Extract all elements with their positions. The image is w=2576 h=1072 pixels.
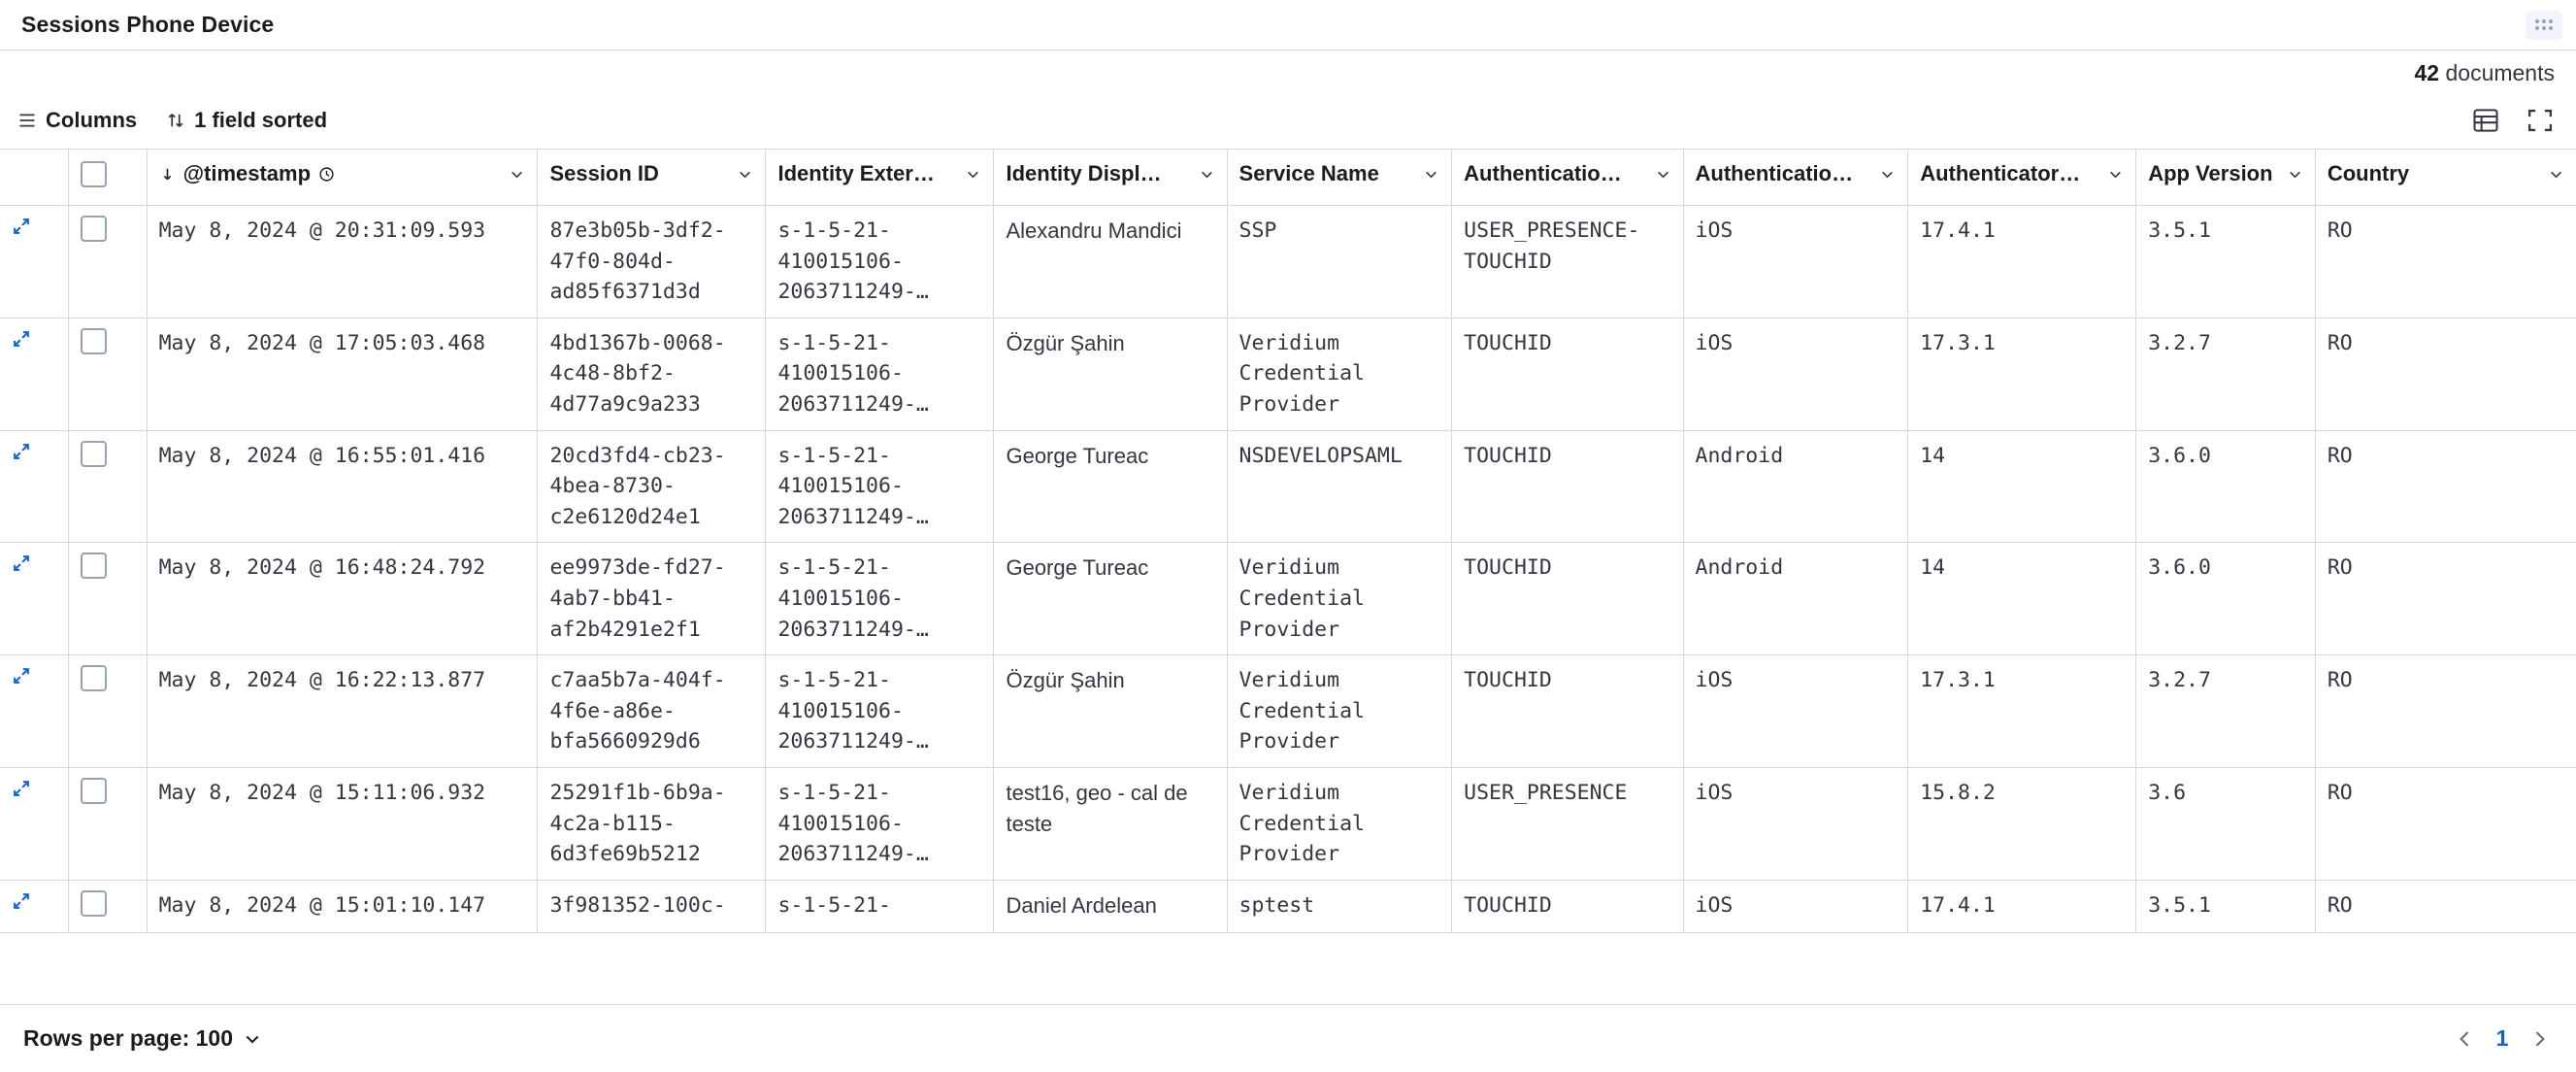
cell-timestamp: May 8, 2024 @ 16:55:01.416 [147,430,538,543]
cell-session-id: ee9973de-fd27-4ab7-bb41-af2b4291e2f1 [538,543,766,655]
cell-app-version: 3.2.7 [2136,655,2316,768]
data-grid[interactable] [0,149,2576,1004]
row-select-cell[interactable] [69,767,148,880]
cell-app-version: 3.5.1 [2136,206,2316,318]
cell-identity-external: s-1-5-21-410015106-2063711249-… [766,655,994,768]
table-body [0,206,2576,933]
cell-service-name: Veridium Credential Provider [1227,655,1452,768]
cell-authentication-os: Android [1683,543,1908,655]
row-checkbox[interactable] [81,665,107,691]
cell-session-id: 20cd3fd4-cb23-4bea-8730-c2e6120d24e1 [538,430,766,543]
expand-icon[interactable] [12,666,31,686]
expand-row-cell[interactable] [0,880,69,932]
table-row[interactable] [0,767,2576,880]
cell-identity-external: s-1-5-21-410015106-2063711249-… [766,206,994,318]
cell-app-version: 3.6 [2136,767,2316,880]
expand-icon[interactable] [12,891,31,911]
cell-timestamp: May 8, 2024 @ 16:48:24.792 [147,543,538,655]
chevron-down-icon[interactable] [2287,166,2303,183]
cell-session-id: c7aa5b7a-404f-4f6e-a86e-bfa5660929d6 [538,655,766,768]
cell-identity-external: s-1-5-21-410015106-2063711249-… [766,318,994,430]
cell-authentication-method: TOUCHID [1452,318,1683,430]
expand-icon[interactable] [12,329,31,349]
cell-service-name: sptest [1227,880,1452,932]
page-number-1[interactable]: 1 [2495,1025,2509,1051]
cell-identity-display: George Tureac [994,430,1227,543]
row-select-cell[interactable] [69,206,148,318]
cell-authentication-method: TOUCHID [1452,430,1683,543]
grid-footer [0,1004,2576,1072]
cell-identity-display: test16, geo - cal de teste [994,767,1227,880]
cell-identity-external: s-1-5-21-410015106-2063711249-… [766,430,994,543]
cell-service-name: Veridium Credential Provider [1227,318,1452,430]
table-row[interactable] [0,318,2576,430]
next-page-button[interactable] [2526,1025,2553,1053]
cell-authentication-method: USER_PRESENCE [1452,767,1683,880]
row-checkbox[interactable] [81,778,107,804]
cell-timestamp: May 8, 2024 @ 15:01:10.147 [147,880,538,932]
row-select-cell[interactable] [69,430,148,543]
data-grid-table [0,150,2576,933]
sort-button-label: 1 field sorted [194,108,328,132]
cell-authentication-os: iOS [1683,206,1908,318]
cell-session-id: 4bd1367b-0068-4c48-8bf2-4d77a9c9a233 [538,318,766,430]
chevron-down-icon[interactable] [965,166,981,183]
cell-app-version: 3.6.0 [2136,430,2316,543]
cell-country: RO [2315,543,2576,655]
select-all-checkbox[interactable] [81,161,107,187]
expand-row-cell[interactable] [0,318,69,430]
column-header-label: Authenticator… [1920,161,2081,185]
cell-app-version: 3.2.7 [2136,318,2316,430]
column-header-label: Country [2327,161,2410,185]
expand-row-cell[interactable] [0,543,69,655]
expand-column-header [0,150,69,206]
expand-icon[interactable] [12,442,31,461]
document-count [0,50,2576,92]
cell-app-version: 3.5.1 [2136,880,2316,932]
density-icon[interactable] [2467,102,2504,139]
cell-identity-display: Alexandru Mandici [994,206,1227,318]
panel-titlebar [0,0,2576,50]
cell-identity-external: s-1-5-21- [766,880,994,932]
cell-country: RO [2315,318,2576,430]
chevron-down-icon[interactable] [1655,166,1671,183]
cell-service-name: Veridium Credential Provider [1227,767,1452,880]
column-header-session-id[interactable] [538,150,766,206]
cell-country: RO [2315,880,2576,932]
columns-icon [17,111,37,130]
page-title: Sessions Phone Device [21,12,275,37]
cell-authenticator-version: 14 [1908,543,2136,655]
expand-row-cell[interactable] [0,767,69,880]
column-header-identity-external[interactable] [766,150,994,206]
expand-row-cell[interactable] [0,655,69,768]
cell-service-name: Veridium Credential Provider [1227,543,1452,655]
cell-authentication-os: iOS [1683,655,1908,768]
pagination [2452,1025,2553,1053]
rows-per-page-button[interactable] [23,1025,262,1052]
table-row[interactable] [0,430,2576,543]
chevron-down-icon[interactable] [509,166,525,183]
column-header-label: App Version [2148,161,2273,185]
grid-toolbar [0,92,2576,149]
columns-button[interactable] [17,108,137,133]
cell-identity-external: s-1-5-21-410015106-2063711249-… [766,543,994,655]
expand-icon[interactable] [12,779,31,798]
row-checkbox[interactable] [81,890,107,917]
columns-button-label: Columns [46,108,138,132]
cell-authenticator-version: 17.3.1 [1908,655,2136,768]
row-checkbox[interactable] [81,441,107,467]
cell-authenticator-version: 15.8.2 [1908,767,2136,880]
cell-authentication-os: Android [1683,430,1908,543]
cell-session-id: 3f981352-100c- [538,880,766,932]
cell-timestamp: May 8, 2024 @ 17:05:03.468 [147,318,538,430]
sort-arrow-down-icon [159,166,176,183]
chevron-down-icon[interactable] [1423,166,1439,183]
sort-button[interactable] [166,108,327,133]
cell-country: RO [2315,767,2576,880]
cell-authentication-os: iOS [1683,880,1908,932]
select-all-header[interactable] [69,150,148,206]
cell-country: RO [2315,206,2576,318]
grab-handle-icon[interactable] [2526,11,2562,40]
sort-icon [166,111,185,130]
rows-per-page-label: Rows per page: 100 [23,1025,234,1051]
cell-authentication-os: iOS [1683,318,1908,430]
cell-timestamp: May 8, 2024 @ 15:11:06.932 [147,767,538,880]
expand-icon[interactable] [12,217,31,236]
chevron-down-icon[interactable] [2107,166,2124,183]
cell-authentication-os: iOS [1683,767,1908,880]
expand-icon[interactable] [12,553,31,573]
column-header-authenticator-version[interactable] [1908,150,2136,206]
column-header-service-name[interactable] [1227,150,1452,206]
column-header-identity-display[interactable] [994,150,1227,206]
cell-authentication-method: USER_PRESENCE-TOUCHID [1452,206,1683,318]
row-select-cell[interactable] [69,318,148,430]
document-count-value: 42 [2414,60,2440,85]
cell-identity-display: Özgür Şahin [994,655,1227,768]
table-row[interactable] [0,206,2576,318]
column-header-label: @timestamp [182,161,312,185]
table-row[interactable] [0,655,2576,768]
expand-row-cell[interactable] [0,430,69,543]
table-header-row [0,150,2576,206]
cell-session-id: 25291f1b-6b9a-4c2a-b115-6d3fe69b5212 [538,767,766,880]
cell-identity-display: Daniel Ardelean [994,880,1227,932]
cell-country: RO [2315,430,2576,543]
column-header-app-version[interactable] [2136,150,2316,206]
chevron-down-icon [243,1029,262,1049]
cell-service-name: SSP [1227,206,1452,318]
cell-service-name: NSDEVELOPSAML [1227,430,1452,543]
column-header-label: Session ID [549,161,659,185]
cell-authenticator-version: 14 [1908,430,2136,543]
cell-authenticator-version: 17.4.1 [1908,880,2136,932]
column-header-label: Authenticatio… [1464,161,1622,185]
chevron-down-icon[interactable] [2548,166,2564,183]
column-header-timestamp[interactable] [147,150,538,206]
row-select-cell[interactable] [69,880,148,932]
chevron-down-icon[interactable] [1879,166,1896,183]
table-row[interactable] [0,543,2576,655]
chevron-down-icon[interactable] [1199,166,1215,183]
row-select-cell[interactable] [69,543,148,655]
cell-session-id: 87e3b05b-3df2-47f0-804d-ad85f6371d3d [538,206,766,318]
column-header-authentication-os[interactable] [1683,150,1908,206]
row-checkbox[interactable] [81,328,107,354]
cell-identity-display: Özgür Şahin [994,318,1227,430]
column-header-label: Authenticatio… [1695,161,1854,185]
previous-page-button[interactable] [2452,1025,2479,1053]
cell-identity-external: s-1-5-21-410015106-2063711249-… [766,767,994,880]
table-row[interactable] [0,880,2576,932]
cell-identity-display: George Tureac [994,543,1227,655]
cell-authentication-method: TOUCHID [1452,880,1683,932]
column-header-authentication-method[interactable] [1452,150,1683,206]
column-header-label: Identity Exter… [777,161,935,185]
column-header-label: Identity Displ… [1006,161,1162,185]
cell-app-version: 3.6.0 [2136,543,2316,655]
cell-authentication-method: TOUCHID [1452,543,1683,655]
column-header-country[interactable] [2315,150,2576,206]
row-checkbox[interactable] [81,553,107,579]
cell-authenticator-version: 17.3.1 [1908,318,2136,430]
cell-country: RO [2315,655,2576,768]
chevron-down-icon[interactable] [737,166,753,183]
cell-authenticator-version: 17.4.1 [1908,206,2136,318]
row-checkbox[interactable] [81,216,107,242]
cell-timestamp: May 8, 2024 @ 20:31:09.593 [147,206,538,318]
cell-timestamp: May 8, 2024 @ 16:22:13.877 [147,655,538,768]
expand-row-cell[interactable] [0,206,69,318]
fullscreen-icon[interactable] [2522,102,2559,139]
column-header-label: Service Name [1238,161,1379,185]
row-select-cell[interactable] [69,655,148,768]
cell-authentication-method: TOUCHID [1452,655,1683,768]
clock-icon [318,166,335,183]
document-count-label: documents [2445,60,2555,85]
